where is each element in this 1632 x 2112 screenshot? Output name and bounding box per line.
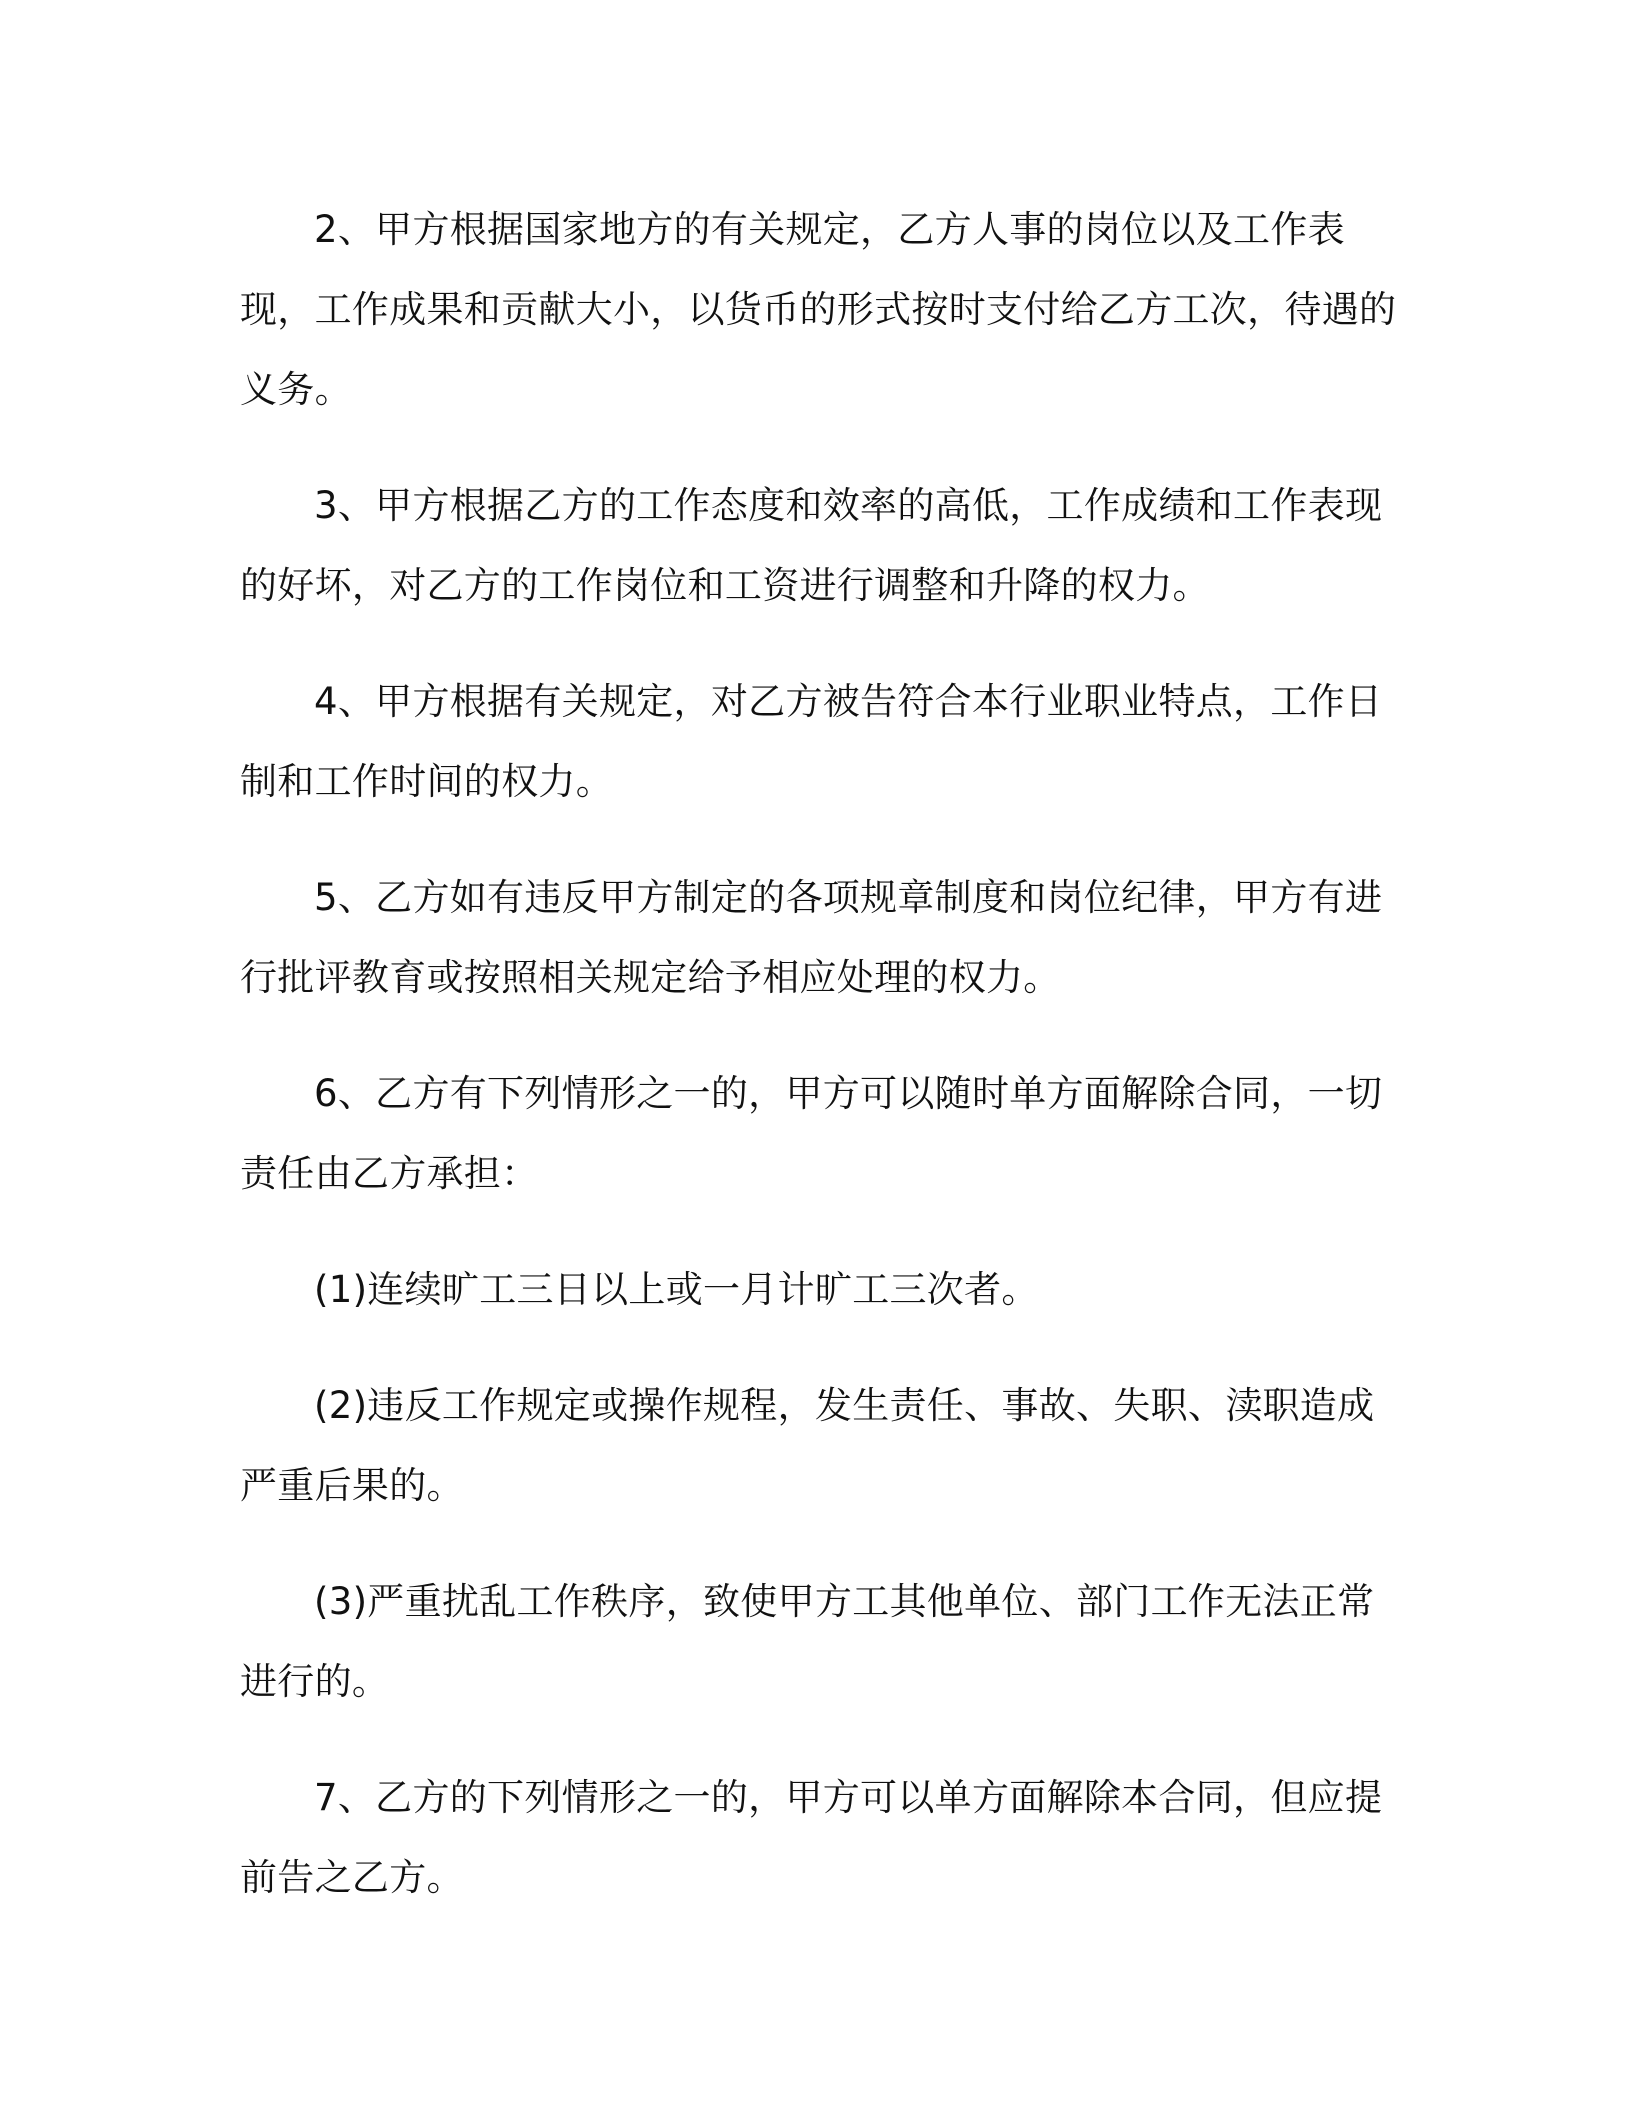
clause-6-item-3: (3)严重扰乱工作秩序，致使甲方工其他单位、部门工作无法正常进行的。 — [240, 1580, 1375, 1703]
clause-6-paragraph: 6、乙方有下列情形之一的，甲方可以随时单方面解除合同，一切责任由乙方承担： — [240, 1072, 1383, 1195]
clause-2-paragraph: 2、甲方根据国家地方的有关规定，乙方人事的岗位以及工作表现，工作成果和贡献大小，以货币的形式按时支付给乙方工次，待遇的义务。 — [240, 208, 1397, 411]
clause-3-paragraph: 3、甲方根据乙方的工作态度和效率的高低，工作成绩和工作表现的好坏，对乙方的工作岗位和工资进行调整和升降的权力。 — [240, 484, 1383, 607]
clause-6-item-2: (2)违反工作规定或操作规程，发生责任、事故、失职、渎职造成严重后果的。 — [240, 1384, 1375, 1507]
clause-5-paragraph: 5、乙方如有违反甲方制定的各项规章制度和岗位纪律，甲方有进行批评教育或按照相关规定给予相应处理的权力。 — [240, 876, 1383, 999]
document-body — [240, 190, 1400, 1954]
clause-4-paragraph: 4、甲方根据有关规定，对乙方被告符合本行业职业特点，工作日制和工作时间的权力。 — [240, 680, 1383, 803]
clause-6-item-1: (1)连续旷工三日以上或一月计旷工三次者。 — [314, 1268, 1039, 1311]
clause-7-paragraph: 7、乙方的下列情形之一的，甲方可以单方面解除本合同，但应提前告之乙方。 — [240, 1776, 1383, 1899]
